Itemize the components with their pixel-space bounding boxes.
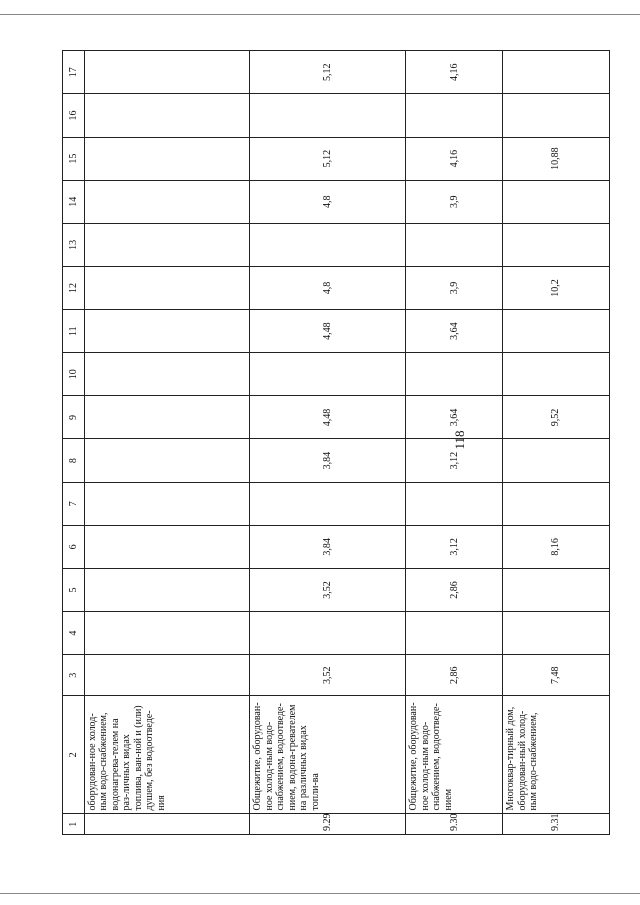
table-cell <box>84 180 250 223</box>
table-cell <box>250 223 406 266</box>
page-number: 118 <box>452 430 467 450</box>
table-row <box>406 51 503 835</box>
table-cell: 4,16 <box>406 51 503 94</box>
table-cell: 3,9 <box>406 266 503 309</box>
table-cell <box>406 482 503 525</box>
table-cell <box>84 266 250 309</box>
table-cell: 3,84 <box>250 439 406 482</box>
table-cell <box>503 612 610 655</box>
table-cell <box>503 180 610 223</box>
table-cell: 4,48 <box>250 396 406 439</box>
table-cell: 10,2 <box>503 266 610 309</box>
table-cell: 3,12 <box>406 525 503 568</box>
table-cell: 3,84 <box>250 525 406 568</box>
table-row <box>503 51 610 835</box>
table-cell <box>503 353 610 396</box>
col-header: 8 <box>63 439 85 482</box>
col-header: 2 <box>63 696 85 814</box>
row-number: 9.31 <box>503 814 610 835</box>
table-cell <box>84 223 250 266</box>
table-cell: 4,8 <box>250 180 406 223</box>
table-cell <box>406 612 503 655</box>
table-cell <box>84 396 250 439</box>
col-header: 13 <box>63 223 85 266</box>
table-cell: 10,88 <box>503 137 610 180</box>
table-cell: 3,9 <box>406 180 503 223</box>
table-cell <box>503 482 610 525</box>
table-cell: 2,86 <box>406 655 503 696</box>
table-cell <box>84 525 250 568</box>
table-cell: 7,48 <box>503 655 610 696</box>
row-description: Общежитие, оборудован-ное холод-ным водо-снабжением, водоотведе-нием <box>406 696 503 814</box>
table-cell <box>84 568 250 611</box>
table-cell <box>84 439 250 482</box>
table-cell: 5,12 <box>250 51 406 94</box>
table-cell <box>406 353 503 396</box>
table-cell <box>84 612 250 655</box>
col-header: 9 <box>63 396 85 439</box>
table-cell <box>84 655 250 696</box>
col-header: 11 <box>63 310 85 353</box>
col-header: 4 <box>63 612 85 655</box>
col-header: 14 <box>63 180 85 223</box>
scan-edge-bottom <box>0 893 640 894</box>
table-cell <box>84 94 250 137</box>
row-number: 9.29 <box>250 814 406 835</box>
table-cell <box>250 353 406 396</box>
table-cell <box>503 223 610 266</box>
col-header: 17 <box>63 51 85 94</box>
row-description: Общежитие, оборудован-ное холод-ным водо-снабжением, водоотведе-нием, водона-гревателем на различных видах топли-ва <box>250 696 406 814</box>
table-cell: 8,16 <box>503 525 610 568</box>
row-description: Многоквар-тирный дом, оборудован-ный холод-ным водо-снабжением, <box>503 696 610 814</box>
table-cell <box>503 310 610 353</box>
table-cell: 3,64 <box>406 396 503 439</box>
row-description: оборудован-ное холод-ным водо-снабжением, водонагрева-телем на раз-личных видах топлива, ван-ной и (или) душем, без водоотведе-ния <box>84 696 250 814</box>
table-cell: 5,12 <box>250 137 406 180</box>
col-header: 10 <box>63 353 85 396</box>
table-cell <box>84 51 250 94</box>
col-header: 5 <box>63 568 85 611</box>
table-cell <box>503 94 610 137</box>
table-cell: 3,52 <box>250 568 406 611</box>
table-cell <box>84 353 250 396</box>
table-cell <box>84 482 250 525</box>
table-cell: 3,12 <box>406 439 503 482</box>
table-cell <box>503 439 610 482</box>
table-cell <box>406 94 503 137</box>
table-cell: 4,16 <box>406 137 503 180</box>
table-cell: 3,52 <box>250 655 406 696</box>
row-number <box>84 814 250 835</box>
tariff-table <box>62 50 610 835</box>
table-cell: 2,86 <box>406 568 503 611</box>
table-cell <box>250 482 406 525</box>
header-row <box>63 51 85 835</box>
table-cell <box>250 612 406 655</box>
table-row <box>250 51 406 835</box>
col-header: 6 <box>63 525 85 568</box>
table-cell <box>406 223 503 266</box>
col-header: 3 <box>63 655 85 696</box>
table-row <box>84 51 250 835</box>
table-cell <box>503 51 610 94</box>
table-cell <box>503 568 610 611</box>
col-header: 12 <box>63 266 85 309</box>
scan-edge-top <box>0 14 640 15</box>
col-header: 16 <box>63 94 85 137</box>
table-cell <box>84 310 250 353</box>
row-number: 9.30 <box>406 814 503 835</box>
table-cell: 9,52 <box>503 396 610 439</box>
col-header: 7 <box>63 482 85 525</box>
rotated-table-wrapper <box>62 50 610 835</box>
table-cell <box>250 94 406 137</box>
col-header: 15 <box>63 137 85 180</box>
col-header: 1 <box>63 814 85 835</box>
table-cell: 3,64 <box>406 310 503 353</box>
table-cell: 4,48 <box>250 310 406 353</box>
table-cell: 4,8 <box>250 266 406 309</box>
table-cell <box>84 137 250 180</box>
